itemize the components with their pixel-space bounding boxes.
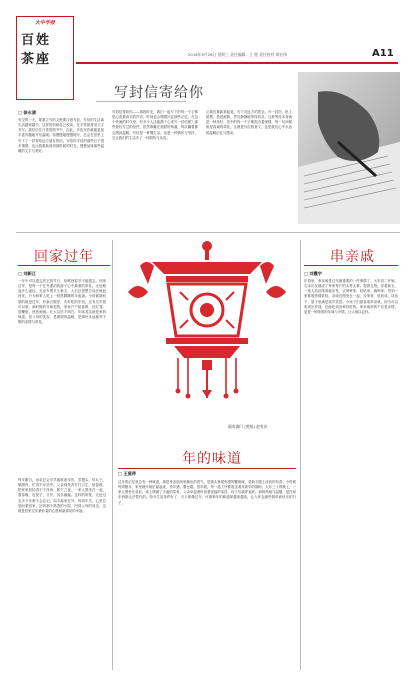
column-divider-left	[112, 240, 113, 670]
page-number: A11	[372, 48, 394, 59]
column-title-line1: 百姓	[21, 33, 52, 48]
masthead-meta: 2018年9月26日 星期三 责任编辑：王 璧 责任校对 胡宏伟	[188, 52, 287, 57]
article1-col3: 让我们重新拿起笔，写下对远方的思念。写一封信，贴上邮票，投进邮筒，然后静静地等待回音。这种等待本身就是一种美好，信中的每一个字都饱含着深情，每一句问候都是真诚的牵挂。这就是写信的意义，也是我们心中永远的温暖记忆与感动。	[206, 110, 292, 135]
article1-title: 写封信寄给你	[114, 85, 204, 101]
article1-title-rule	[96, 101, 186, 102]
article1-col2: 写封信寄给你——那段时光，我们一起写下的每一个字都是心底最真实的声音，时间也会慢慢沉淀那些记忆。在这个快速的时代里，有多少人还能静下心来写一封信呢？那些曾经写过的信件，依然珍藏在抽屉的角落，每次翻看都会感到温暖。写信是一种慢生活，也是一种情怀与坚持，它让我们的生活多了一份期待与从容。	[112, 110, 198, 140]
article2-col1: 一年中可以遗忘其它的节日，但唯独春节不能遗忘。回家过年，是每一个在外漂泊的游子心中最深的牵挂。无论路途多么遥远，无论车票多么难买，人们总是想方设法地赶回家，只为和家人吃上一顿热腾腾的年夜饭。小时候最盼望的就是过年，有新衣服穿，有好吃的东西，还有压岁钱可以拿。那时候的年味很浓，家家户户贴春联、挂灯笼、放鞭炮，热热闹闹。长大以后才明白，年味其实就是家的味道，是父母的笑容，是团圆的温暖，是那份永远割舍不断的亲情与牵挂。	[18, 279, 106, 325]
article3-author: □ 王爱萍	[118, 471, 136, 476]
masthead-logo-box	[16, 16, 74, 100]
article3-title-rule	[118, 468, 296, 469]
article4-title: 串亲戚	[330, 249, 375, 265]
article2-title-rule	[18, 265, 110, 266]
header-rule	[76, 62, 398, 64]
article2-title: 回家过年	[34, 249, 94, 265]
article4-author: □ 刘震宇	[304, 271, 322, 276]
article1-col1: 有空的一天，要重立写的文绝要注意写信，写信的生活离生活越来越少。这样的信就自己悦读，在平常都将旧文字书写。我信后在日常的细节中，由此，多色写作就能更加丰富有趣地写信温暖。再慢慢地慢慢地写，总会在信里上写下了一封寄给远方朋友的信。写给你平信的那些日子很多事情，也让我重新回到那时候的时光，慢慢品味那些温暖的文字与美好。	[18, 118, 104, 153]
papercut-caption: 福寿满门 (剪纸) 赵有庆	[228, 424, 268, 429]
column-title-line2: 茶座	[21, 52, 52, 67]
writing-photo	[298, 72, 400, 224]
papercut-lantern	[118, 240, 296, 400]
article4-title-rule	[304, 265, 398, 266]
article1-author: □ 徐永清	[18, 110, 36, 115]
article2-col2: 每年腊月，母亲总会早早地准备年货，蒸馒头、炸丸子、做腊肉，忙得不亦乐乎。父亲则负责打扫卫生、贴春联，把家里收拾得干干净净。除夕之夜，一家人围坐在一起，看春晚、包饺子、守岁，其乐融融。这样的场景，无论过去多少年都不会忘记。如今离家在外，每到年关，心里总是盼着回家，回到那个熟悉的小院，回到父母的身边，这就是回家过年最朴素的心愿和最真切的幸福。	[18, 478, 106, 513]
article1-bottom-rule	[16, 232, 400, 233]
article2-author: □ 刘新江	[18, 271, 36, 276]
article4-body: 年俗里，串亲戚是过年最重要的一件事情了。大年初二开始，走亲访友就成了每家每户的头等大事。提着礼物，穿着新衣，一家人浩浩荡荡地出发，去舅舅家、姑姑家、姨妈家，每到一家都被热情款待。亲戚们围坐在一起，拉家常、说收成、谈孩子，屋子里满是欢声笑语。小孩子们最喜欢串亲戚，因为可以收到压岁钱，还能吃到各种好吃的。串亲戚串的不仅是亲情，更是一种浓浓的年味与乡情，让人难以忘怀。	[304, 279, 398, 314]
article3-body: 过年的记忆里总有一种味道，那是母亲厨房里飘出的香气，是街头巷尾弥漫的鞭炮味，是新衣服上淡淡的布香。小时候每到腊月，家里就开始忙碌起来，杀年猪、磨豆腐、蒸年糕，每一道工序都饱含着对新年的期盼。大年三十的晚上，一家人围坐在桌前，桌上摆满了丰盛的菜肴，父亲举起酒杯说着祝福的话语，孩子们欢呼雀跃。那种热闹与温馨，是任何东西都无法替代的。如今生活条件好了，天天都像过年，可那种年的味道却越来越淡，让人怀念那些简单而快乐的日子。	[118, 480, 296, 505]
masthead-logo: 大中华报	[34, 20, 55, 26]
column-divider-right	[300, 240, 301, 670]
article3-title: 年的味道	[182, 451, 242, 467]
